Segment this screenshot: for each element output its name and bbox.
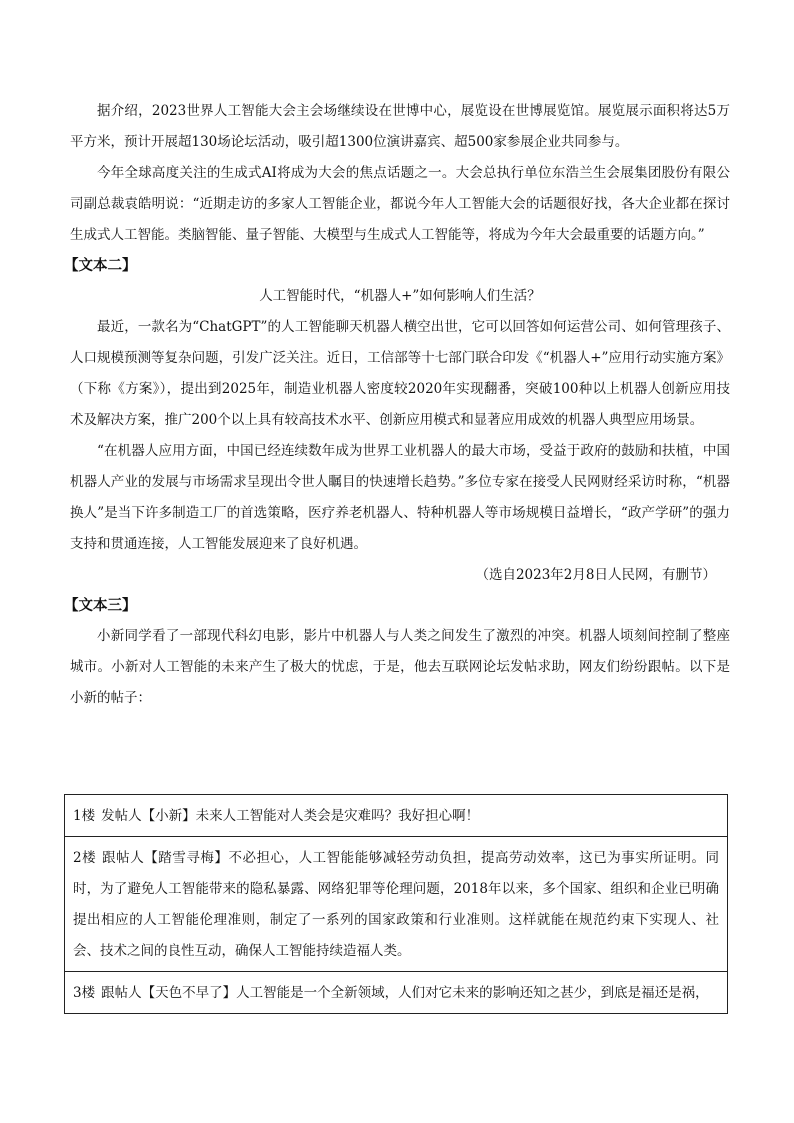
post-content: 未来人工智能对人类会是灾难吗？我好担心啊！ [195, 808, 480, 824]
text1-paragraph-2: 今年全球高度关注的生成式AI将成为大会的焦点话题之一。大会总执行单位东浩兰生会展集团股份有限公司副总裁袁皓明说：“近期走访的多家人工智能企业，都说今年人工智能大会的话题很好找，各大企业都在探讨生成式人工智能。类脑智能、量子智能、大模型与生成式人工智能等，将成为今年大会最重要的话题方向。” [70, 165, 730, 243]
forum-post-cell [65, 972, 728, 1014]
post-author: 发帖人【小新】 [101, 808, 196, 824]
post-floor: 3楼 [73, 985, 96, 1001]
text3-paragraph-1: 小新同学看了一部现代科幻电影，影片中机器人与人类之间发生了激烈的冲突。机器人顷刻间控制了整座城市。小新对人工智能的未来产生了极大的忧虑，于是，他去互联网论坛发帖求助，网友们纷纷跟帖。以下是小新的帖子： [70, 628, 730, 706]
post-author: 跟帖人【踏雪寻梅】 [102, 850, 229, 866]
text2-paragraph-2: “在机器人应用方面，中国已经连续数年成为世界工业机器人的最大市场，受益于政府的鼓励和扶植，中国机器人产业的发展与市场需求呈现出令世人瞩目的快速增长趋势。”多位专家在接受人民网财经采访时称，“机器换人”是当下许多制造工厂的首选策略，医疗养老机器人、特种机器人等市场规模日益增长，“政产学研”的强力支持和贯通连接，人工智能发展迎来了良好机遇。 [70, 443, 730, 552]
forum-post-cell [65, 795, 728, 837]
text2-title: 人工智能时代，“机器人+”如何影响人们生活？ [259, 288, 541, 304]
post-content: 人工智能是一个全新领域，人们对它未来的影响还知之甚少，到底是福还是祸， [236, 985, 709, 1001]
post-floor: 2楼 [73, 850, 97, 866]
forum-post-cell [65, 837, 728, 972]
post-author: 跟帖人【天色不早了】 [101, 985, 237, 1001]
forum-post-2 [65, 837, 728, 972]
post-floor: 1楼 [73, 808, 96, 824]
document-body [64, 96, 730, 714]
forum-posts-table [64, 794, 728, 1014]
forum-post-3 [65, 972, 728, 1014]
post-content: 不必担心，人工智能能够减轻劳动负担，提高劳动效率，这已为事实所证明。同时，为了避免人工智能带来的隐私暴露、网络犯罪等伦理问题，2018年以来，多个国家、组织和企业已明确提出相应的人工智能伦理准则，制定了一系列的国家政策和行业准则。这样就能在规范约束下实现人、社会、技术之间的良性互动，确保人工智能持续造福人类。 [73, 850, 719, 959]
text2-source: （选自2023年2月8日人民网，有删节） [475, 567, 716, 583]
text1-paragraph-1: 据介绍，2023世界人工智能大会主会场继续设在世博中心，展览设在世博展览馆。展览展示面积将达5万平方米，预计开展超130场论坛活动，吸引超1300位演讲嘉宾、超500家参展企业共同参与。 [70, 103, 730, 150]
forum-post-1 [65, 795, 728, 837]
text2-label: 【文本二】 [64, 258, 137, 274]
text3-label: 【文本三】 [64, 598, 137, 614]
text2-paragraph-1: 最近，一款名为“ChatGPT”的人工智能聊天机器人横空出世，它可以回答如何运营公司、如何管理孩子、人口规模预测等复杂问题，引发广泛关注。近日，工信部等十七部门联合印发《“机器人+”应用行动实施方案》（下称《方案》），提出到2025年，制造业机器人密度较2020年实现翻番，突破100种以上机器人创新应用技术及解决方案，推广200个以上具有较高技术水平、创新应用模式和显著应用成效的机器人典型应用场景。 [70, 319, 730, 428]
